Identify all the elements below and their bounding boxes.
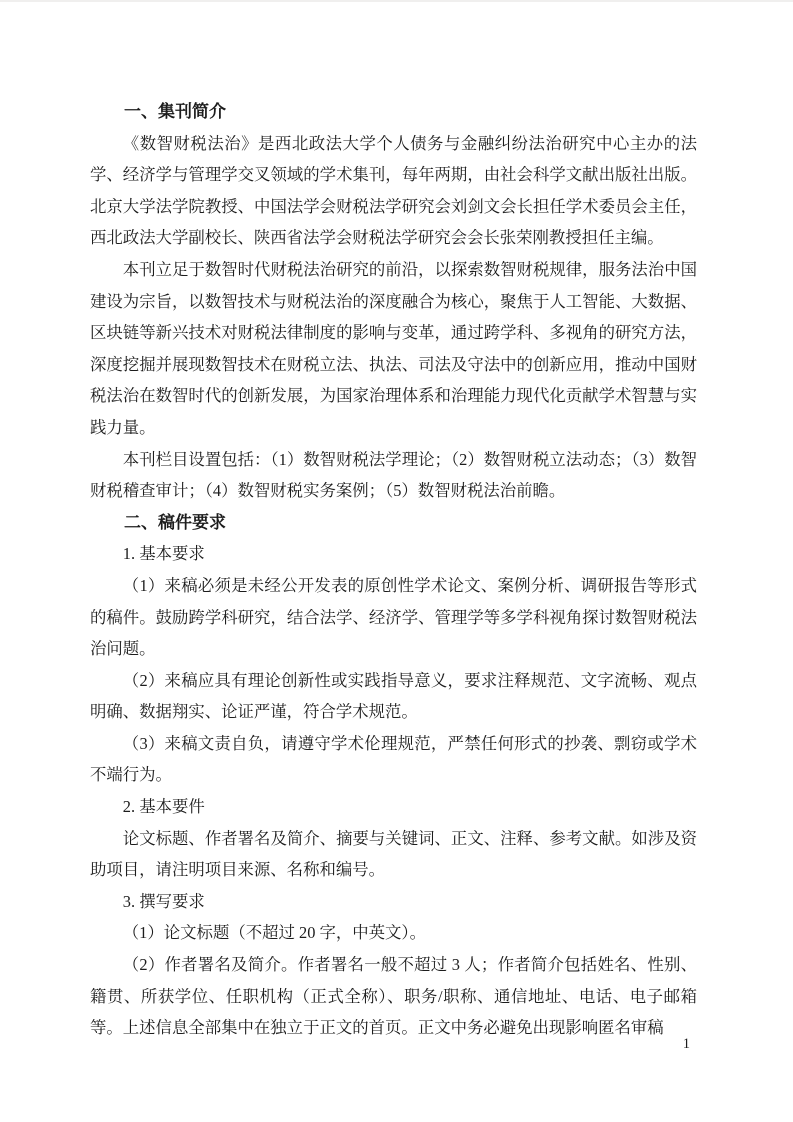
paragraph-journal-overview: 《数智财税法治》是西北政法大学个人债务与金融纠纷法治研究中心主办的法学、经济学与管理学交叉领域的学术集刊，每年两期，由社会科学文献出版社出版。北京大学法学院教授、中国法学会财税法学研究会刘剑文会长担任学术委员会主任，西北政法大学副校长、陕西省法学会财税法学研究会会长张荣刚教授担任主编。 — [90, 133, 697, 248]
paragraph-requirement-3: （3）来稿文责自负，请遵守学术伦理规范，严禁任何形式的抄袭、剽窃或学术不端行为。 — [90, 733, 697, 785]
paragraph-title-rule: （1）论文标题（不超过 20 字，中英文）。 — [122, 923, 427, 943]
paragraph-requirement-2: （2）来稿应具有理论创新性或实践指导意义，要求注释规范、文字流畅、观点明确、数据翔实、论证严谨，符合学术规范。 — [90, 670, 697, 722]
paragraph-journal-columns: 本刊栏目设置包括：（1）数智财税法学理论；（2）数智财税立法动态；（3）数智财税稽查审计；（4）数智财税实务案例；（5）数智财税法治前瞻。 — [90, 449, 697, 501]
paragraph-requirement-1: （1）来稿必须是未经公开发表的原创性学术论文、案例分析、调研报告等形式的稿件。鼓励跨学科研究，结合法学、经济学、管理学等多学科视角探讨数智财税法治问题。 — [90, 575, 697, 659]
paragraph-journal-mission: 本刊立足于数智时代财税法治研究的前沿，以探索数智财税规律，服务法治中国建设为宗旨，以数智技术与财税法治的深度融合为核心，聚焦于人工智能、大数据、区块链等新兴技术对财税法律制度的影响与变革，通过跨学科、多视角的研究方法，深度挖掘并展现数智技术在财税立法、执法、司法及守法中的创新应用，推动中国财税法治在数智时代的创新发展，为国家治理体系和治理能力现代化贡献学术智慧与实践力量。 — [90, 259, 697, 437]
subheading-basic-elements: 2. 基本要件 — [122, 797, 205, 817]
section-heading-manuscript-requirements: 二、稿件要求 — [124, 512, 226, 532]
page-number: 1 — [682, 1036, 690, 1052]
document-body — [90, 96, 697, 1044]
paragraph-author-info-rule: （2）作者署名及简介。作者署名一般不超过 3 人；作者简介包括姓名、性别、籍贯、所获学位、任职机构（正式全称）、职务/职称、通信地址、电话、电子邮箱等。上述信息全部集中在独立于正文的首页。正文中务必避免出现影响匿名审稿 — [90, 955, 697, 1038]
paragraph-basic-elements: 论文标题、作者署名及简介、摘要与关键词、正文、注释、参考文献。如涉及资助项目，请注明项目来源、名称和编号。 — [90, 828, 697, 880]
subheading-writing-requirements: 3. 撰写要求 — [122, 891, 205, 911]
section-heading-journal-intro: 一、集刊简介 — [124, 102, 226, 121]
subheading-basic-requirements: 1. 基本要求 — [122, 544, 205, 564]
